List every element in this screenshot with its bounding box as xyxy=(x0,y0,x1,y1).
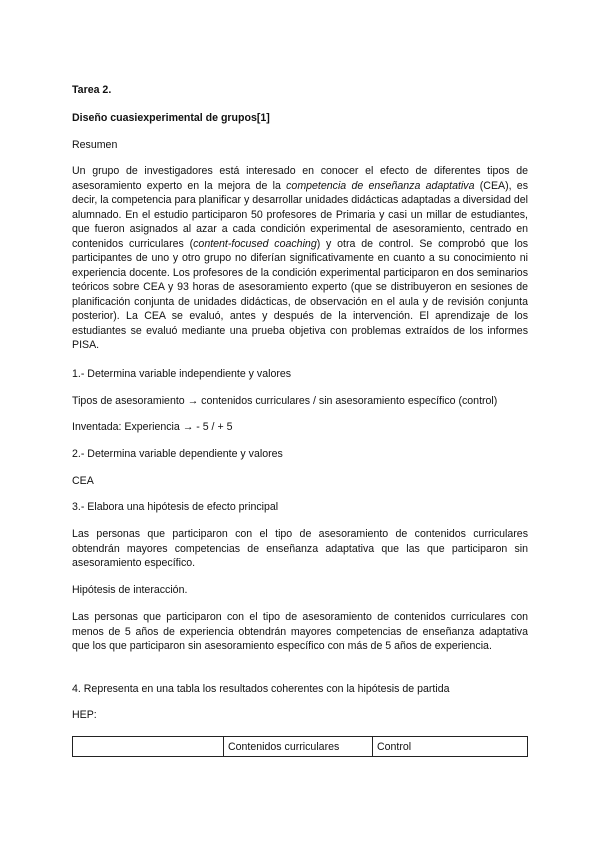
abstract-paragraph xyxy=(72,164,528,353)
answer-2: CEA xyxy=(72,475,94,487)
summary-heading: Resumen xyxy=(72,139,118,151)
question-1: 1.- Determina variable independiente y valores xyxy=(72,368,292,380)
hep-label: HEP: xyxy=(72,709,97,721)
abstract-text-1: Un grupo de investigadores está interesado en conocer el efecto de diferentes tipos de asesoramiento experto en la mejora de la xyxy=(72,165,528,192)
table-cell-empty xyxy=(73,737,224,757)
table-header-contenidos: Contenidos curriculares xyxy=(224,737,373,757)
interaction-heading: Hipótesis de interacción. xyxy=(72,584,188,596)
answer-3-interaction: Las personas que participaron con el tipo de asesoramiento de contenidos curriculares con menos de 5 años de experiencia obtendrán mayores competencias de enseñanza adaptativa que los que participaron sin asesoramiento específico con más de 5 años de experiencia. xyxy=(72,611,528,652)
task-title: Tarea 2. xyxy=(72,84,112,96)
question-3: 3.- Elabora una hipótesis de efecto principal xyxy=(72,501,279,513)
answer-3-main-effect: Las personas que participaron con el tipo de asesoramiento de contenidos curriculares obtendrán mayores competencias de enseñanza adaptativa que las que participaron sin asesoramiento específico. xyxy=(72,528,528,569)
question-2: 2.- Determina variable dependiente y valores xyxy=(72,448,283,460)
table-row xyxy=(73,737,528,757)
abstract-term-cea: competencia de enseñanza adaptativa xyxy=(286,179,475,192)
table-header-control: Control xyxy=(373,737,528,757)
results-table xyxy=(72,736,528,757)
abstract-text-3: ) y otra de control. Se comprobó que los participantes de uno y otro grupo no diferían significativamente en cuanto a su conocimiento ni experiencia docente. Los profesores de la condición experimental participaron en dos seminarios teóricos sobre CEA y 93 horas de asesoramiento experto (que se distribuyeron en sesiones de planificación conjunta de unidades didácticas, de observación en el aula y de revisión conjunta posterior). La CEA se evaluó, antes y después de la intervención. El aprendizaje de los estudiantes se evaluó mediante una prueba objetiva con problemas extraídos de los informes PISA. xyxy=(72,237,529,351)
question-4: 4. Representa en una tabla los resultados coherentes con la hipótesis de partida xyxy=(72,683,450,695)
abstract-text-2: (CEA), es decir, la competencia para planificar y desarrollar unidades didácticas adaptadas a diversidad del alumnado. En el estudio participaron 50 profesores de Primaria y casi un millar de estudiantes, que fueron asignados al azar a cada condición experimental de asesoramiento, centrado en contenidos curriculares ( xyxy=(72,179,528,250)
design-title: Diseño cuasiexperimental de grupos[1] xyxy=(72,112,270,124)
answer-1: Tipos de asesoramiento → contenidos curriculares / sin asesoramiento específico (control) xyxy=(72,395,498,407)
abstract-term-coaching: content-focused coaching xyxy=(193,237,317,250)
answer-1-invented: Inventada: Experiencia → - 5 / + 5 xyxy=(72,421,233,433)
